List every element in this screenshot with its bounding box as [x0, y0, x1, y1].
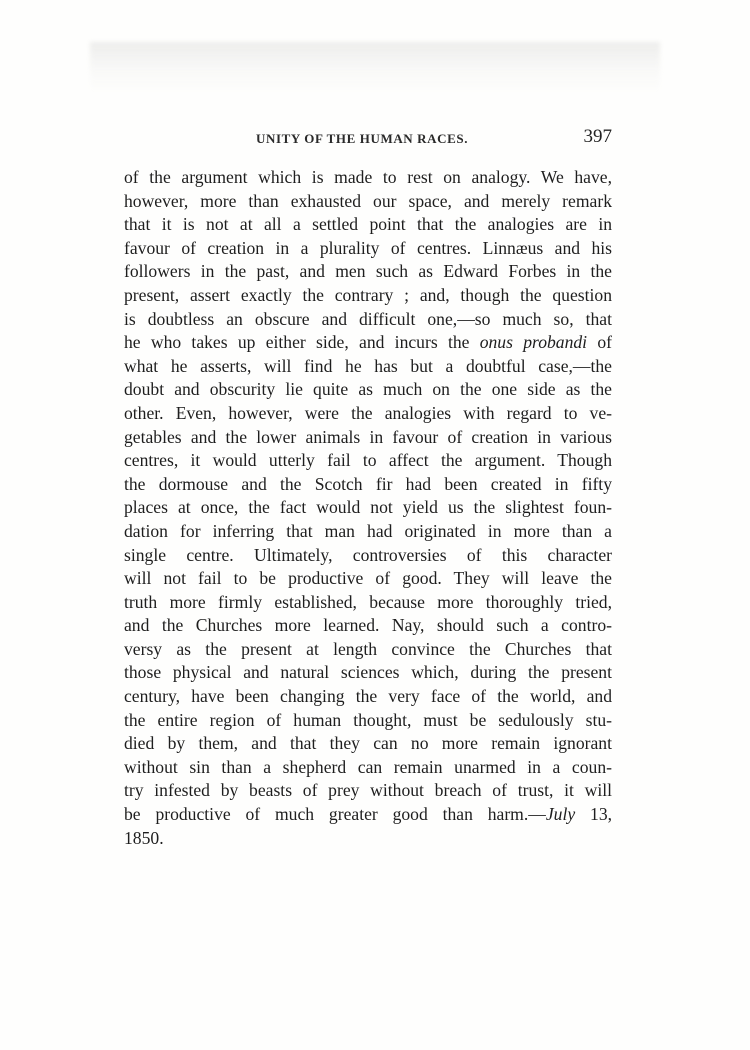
text-run: 13, — [575, 804, 613, 825]
text-line — [124, 331, 612, 355]
text-line: century, have been changing the very face of the world, and — [124, 686, 612, 707]
text-line: versy as the present at length convince the Churches that — [124, 638, 612, 659]
scan-smudge — [90, 42, 660, 92]
text-line: single centre. Ultimately, controversies of this character — [124, 544, 612, 565]
text-line: truth more firmly established, because more thoroughly tried, — [124, 591, 612, 612]
text-run: he who takes up either side, and incurs the — [124, 332, 480, 353]
text-line: doubt and obscurity lie quite as much on the one side as the — [124, 379, 612, 400]
text-line: those physical and natural sciences which, during the present — [124, 662, 612, 683]
text-line: without sin than a shepherd can remain unarmed in a coun- — [124, 756, 612, 777]
page-number: 397 — [583, 126, 612, 147]
text-line: of the argument which is made to rest on analogy. We have, — [124, 167, 612, 187]
text-line: places at once, the fact would not yield us the slightest foun- — [124, 497, 612, 518]
text-line: try infested by beasts of prey without breach of trust, it will — [124, 780, 612, 801]
text-line: is doubtless an obscure and difficult one,—so much so, that — [124, 308, 612, 329]
text-line: 1850. — [124, 827, 164, 848]
text-line: that it is not at all a settled point that the analogies are in — [124, 214, 612, 235]
text-line: however, more than exhausted our space, and merely remark — [124, 190, 612, 211]
text-run: of — [587, 332, 612, 353]
text-line: centres, it would utterly fail to affect the argument. Though — [124, 450, 612, 471]
text-line: the dormouse and the Scotch fir had been created in fifty — [124, 473, 612, 494]
text-line: followers in the past, and men such as Edward Forbes in the — [124, 261, 612, 282]
text-line: the entire region of human thought, must be sedulously stu- — [124, 709, 612, 730]
text-line: will not fail to be productive of good. They will leave the — [124, 568, 612, 589]
body-text — [124, 166, 612, 850]
running-head — [124, 128, 612, 154]
text-run: be productive of much greater good than harm.— — [124, 804, 546, 825]
text-line: dation for inferring that man had originated in more than a — [124, 520, 612, 541]
text-line: and the Churches more learned. Nay, should such a contro- — [124, 615, 612, 636]
text-line: favour of creation in a plurality of centres. Linnæus and his — [124, 237, 612, 258]
italic-phrase: onus probandi — [479, 332, 588, 353]
text-line: present, assert exactly the contrary ; and, though the question — [124, 284, 612, 305]
running-title: UNITY OF THE HUMAN RACES. — [256, 131, 469, 146]
text-line: getables and the lower animals in favour of creation in various — [124, 426, 612, 447]
text-line — [124, 803, 612, 827]
text-line: what he asserts, will find he has but a doubtful case,—the — [124, 355, 612, 376]
italic-date: July — [545, 804, 576, 825]
text-line: died by them, and that they can no more remain ignorant — [124, 733, 612, 754]
text-line: other. Even, however, were the analogies with regard to ve- — [124, 402, 612, 423]
